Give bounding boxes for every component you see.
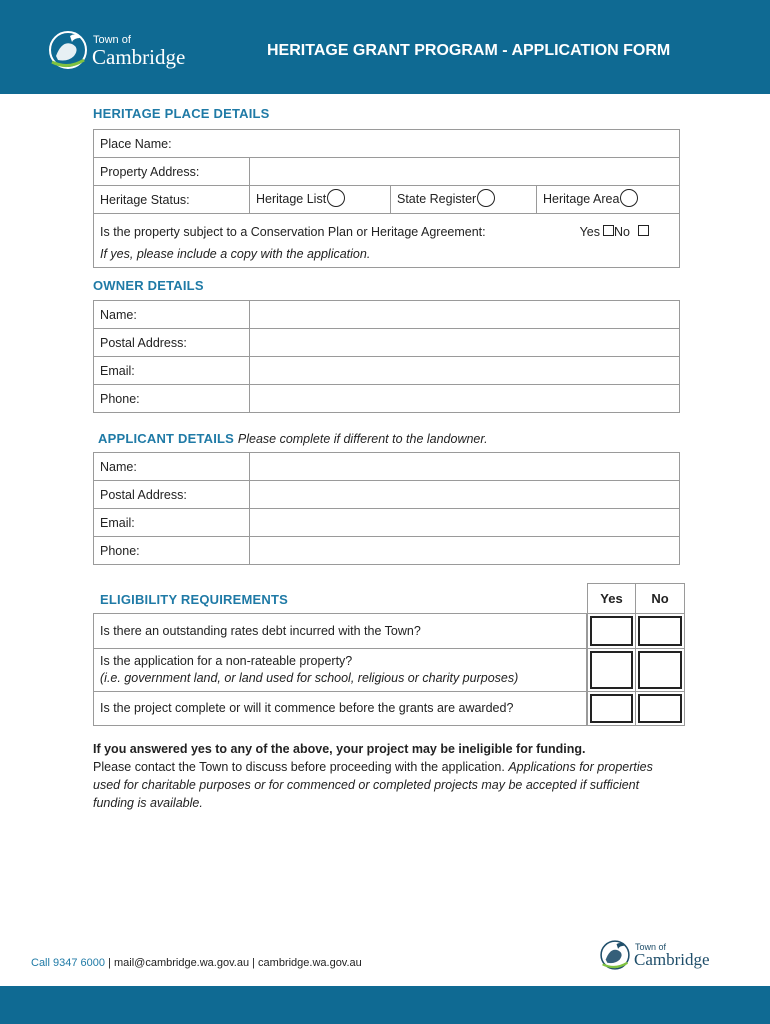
- heritage-list-label: Heritage List: [256, 192, 327, 207]
- question-note: (i.e. government land, or land used for school, religious or charity purposes): [100, 671, 519, 685]
- footer-logo: [598, 936, 728, 976]
- footer-phone[interactable]: Call 9347 6000: [31, 957, 106, 969]
- warning-text: Please contact the Town to discuss before proceeding with the application.: [93, 760, 505, 774]
- eligibility-question-3: [93, 691, 587, 726]
- owner-name-label: Name:: [94, 301, 250, 329]
- eligibility-section-title: ELIGIBILITY REQUIREMENTS: [100, 592, 289, 607]
- state-register-option[interactable]: [391, 186, 537, 214]
- eligibility-warning: [93, 740, 683, 812]
- no-checkbox[interactable]: [638, 225, 649, 236]
- question-text: Is the project complete or will it commence before the grants are awarded?: [100, 701, 514, 715]
- warning-bold: If you answered yes to any of the above, your project may be ineligible for funding.: [93, 742, 586, 756]
- town-logo: [46, 26, 206, 74]
- footer-contact: [31, 957, 362, 969]
- applicant-email-label: Email:: [94, 509, 250, 537]
- applicant-section-title: [98, 431, 488, 446]
- heritage-place-section-title: HERITAGE PLACE DETAILS: [93, 106, 270, 121]
- owner-postal-field[interactable]: [250, 329, 680, 357]
- state-register-radio[interactable]: [477, 189, 495, 207]
- owner-postal-label: Postal Address:: [94, 329, 250, 357]
- property-address-label: Property Address:: [94, 158, 250, 186]
- header-bar: [0, 0, 770, 94]
- heritage-area-radio[interactable]: [620, 189, 638, 207]
- footer-logo-cambridge: Cambridge: [634, 950, 710, 969]
- logo-town-of-text: Town of: [93, 34, 131, 46]
- property-address-field[interactable]: [250, 158, 680, 186]
- conservation-note: If yes, please include a copy with the application.: [100, 246, 371, 261]
- page-title: HERITAGE GRANT PROGRAM - APPLICATION FORM: [267, 42, 671, 59]
- footer-links[interactable]: | mail@cambridge.wa.gov.au | cambridge.wa.gov.au: [108, 957, 362, 969]
- logo-cambridge-text: Cambridge: [92, 45, 186, 69]
- owner-table: [93, 300, 680, 413]
- q1-no-box[interactable]: [635, 613, 685, 649]
- applicant-phone-field[interactable]: [250, 537, 680, 565]
- applicant-email-field[interactable]: [250, 509, 680, 537]
- applicant-table: [93, 452, 680, 565]
- eligibility-question-2: [93, 648, 587, 692]
- owner-email-field[interactable]: [250, 357, 680, 385]
- conservation-question: Is the property subject to a Conservation Plan or Heritage Agreement:: [100, 224, 486, 239]
- owner-phone-field[interactable]: [250, 385, 680, 413]
- place-name-field[interactable]: [94, 130, 680, 158]
- heritage-place-table: [93, 129, 680, 268]
- applicant-name-label: Name:: [94, 453, 250, 481]
- yes-checkbox[interactable]: [603, 225, 614, 236]
- footer-logo-town-of: Town of: [635, 942, 667, 952]
- eligibility-no-header: No: [635, 583, 685, 614]
- q2-no-box[interactable]: [635, 648, 685, 692]
- question-text: Is the application for a non-rateable property?: [100, 654, 353, 668]
- conservation-plan-row: [94, 214, 680, 268]
- heritage-list-radio[interactable]: [327, 189, 345, 207]
- q1-yes-box[interactable]: [587, 613, 636, 649]
- applicant-postal-label: Postal Address:: [94, 481, 250, 509]
- heritage-area-label: Heritage Area: [543, 192, 620, 207]
- question-text: Is there an outstanding rates debt incurred with the Town?: [100, 623, 421, 638]
- q3-no-box[interactable]: [635, 691, 685, 726]
- footer-bar: [0, 986, 770, 1024]
- q3-yes-box[interactable]: [587, 691, 636, 726]
- applicant-note: Please complete if different to the landowner.: [237, 432, 488, 446]
- no-label: No: [614, 224, 630, 239]
- eligibility-yes-header: Yes: [587, 583, 636, 614]
- applicant-postal-field[interactable]: [250, 481, 680, 509]
- owner-email-label: Email:: [94, 357, 250, 385]
- applicant-name-field[interactable]: [250, 453, 680, 481]
- heritage-status-label: Heritage Status:: [94, 186, 250, 214]
- heritage-list-option[interactable]: [250, 186, 391, 214]
- pelican-icon: [46, 26, 90, 74]
- q2-yes-box[interactable]: [587, 648, 636, 692]
- owner-phone-label: Phone:: [94, 385, 250, 413]
- owner-name-field[interactable]: [250, 301, 680, 329]
- applicant-phone-label: Phone:: [94, 537, 250, 565]
- applicant-title-text: APPLICANT DETAILS: [98, 431, 235, 446]
- state-register-label: State Register: [397, 192, 477, 207]
- warning-italic: Applications for properties used for charitable purposes or for commenced or completed projects may be accepted if sufficient funding is available.: [93, 760, 653, 810]
- pelican-icon: [598, 936, 632, 974]
- eligibility-question-1: [93, 613, 587, 649]
- owner-section-title: OWNER DETAILS: [93, 278, 204, 293]
- heritage-area-option[interactable]: [537, 186, 680, 214]
- place-name-label: Place Name:: [100, 136, 172, 151]
- yes-label: Yes: [579, 224, 601, 239]
